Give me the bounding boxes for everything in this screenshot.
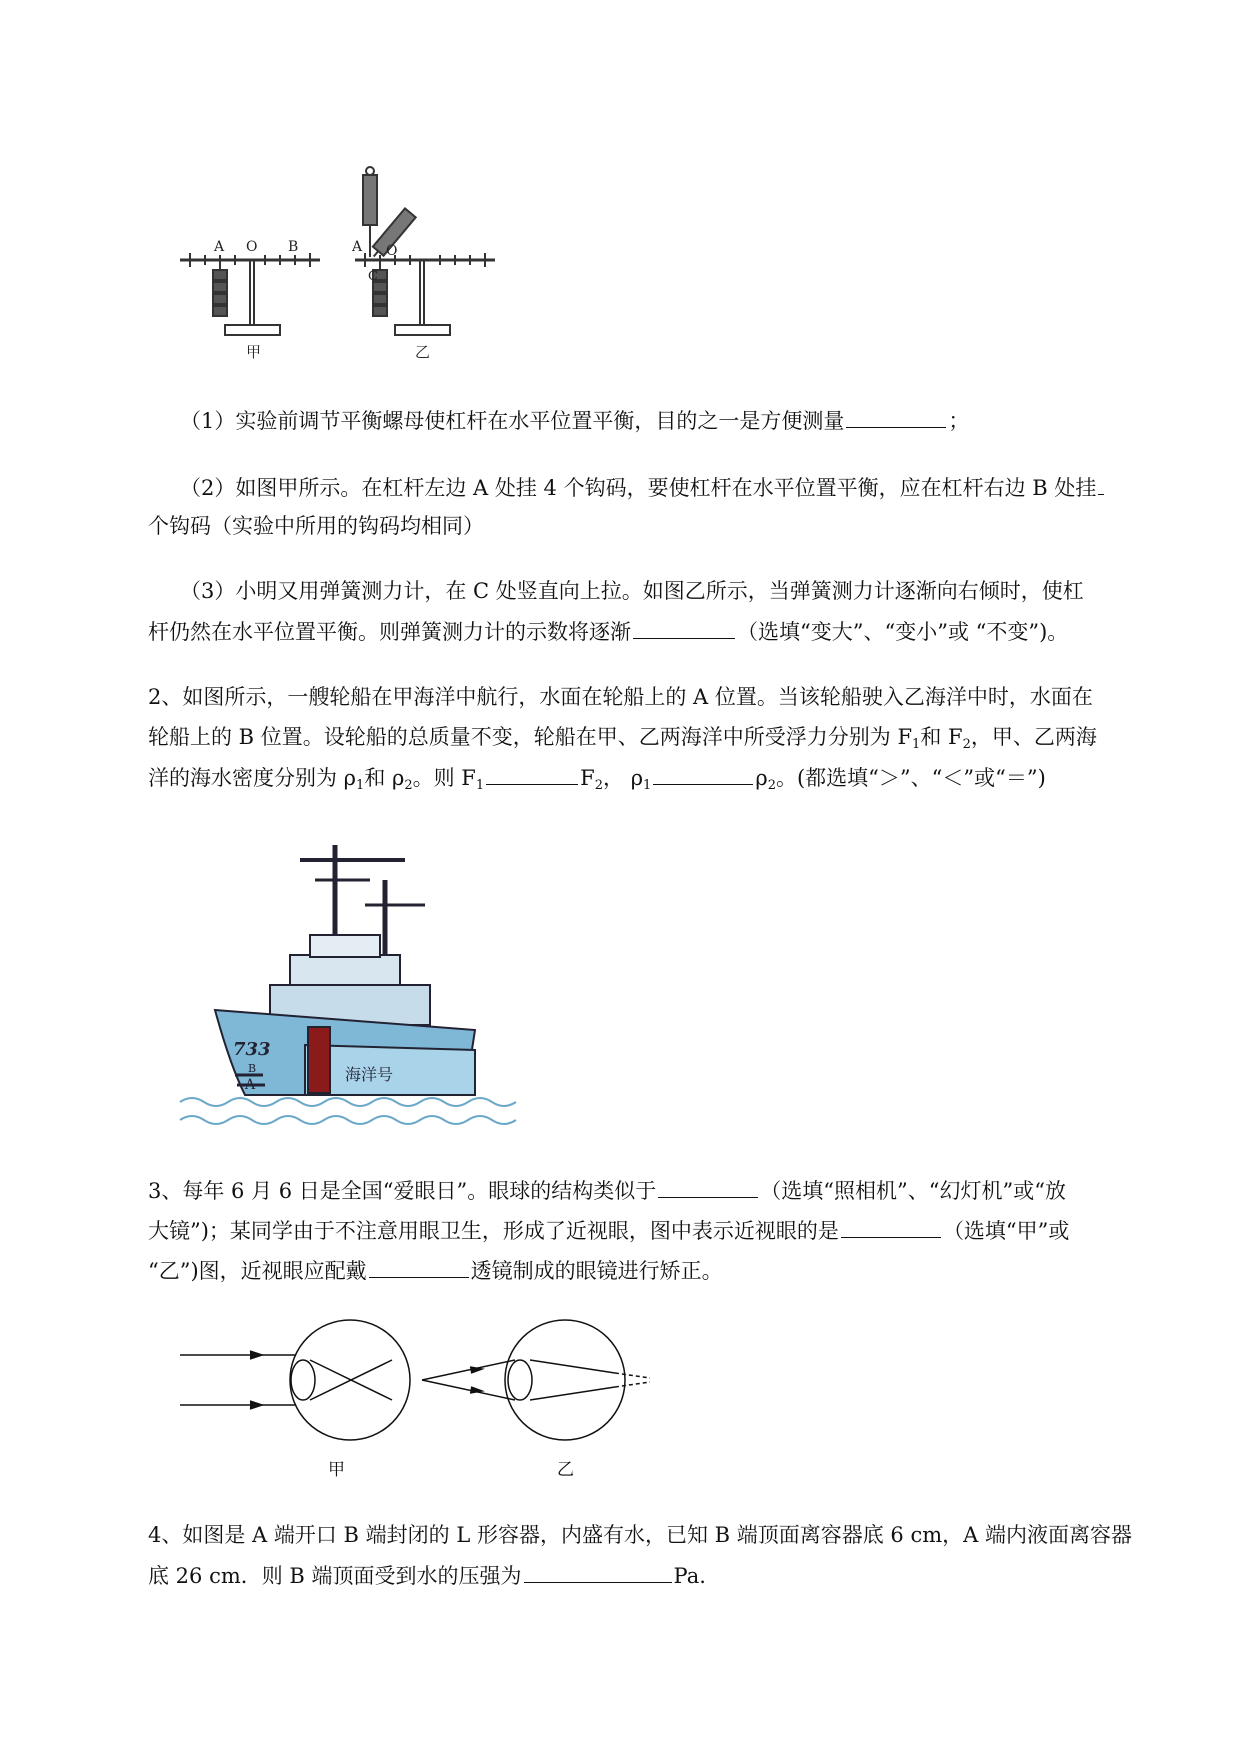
q1-part3-text-b1: 杆仍然在水平位置平衡。则弹簧测力计的示数将逐渐 [148, 620, 631, 644]
point-O2-label: O [386, 243, 398, 259]
q1-part1-end: ； [948, 409, 970, 433]
q4-text-2a: 底 26 cm．则 B 端顶面受到水的压强为 [148, 1564, 522, 1588]
subscript: 1 [912, 737, 921, 752]
point-A-label: A [214, 239, 225, 255]
lever-yi-label: 乙 [415, 343, 431, 361]
answer-blank[interactable] [653, 762, 753, 785]
q2-line3 [148, 762, 1046, 801]
q1-part1-text: （1）实验前调节平衡螺母使杠杆在水平位置平衡，目的之一是方便测量 [180, 409, 845, 433]
answer-blank[interactable] [846, 405, 946, 428]
q1-part2-line2 [148, 511, 484, 541]
answer-blank[interactable] [369, 1255, 469, 1278]
mark-A-label: A [245, 1077, 256, 1093]
q1-part3-line1 [180, 576, 1084, 606]
subscript: 2 [404, 778, 413, 793]
q4-line1 [148, 1520, 1132, 1550]
q3-text-1b: （选填“照相机”、“幻灯机”或“放 [760, 1179, 1066, 1203]
point-B-label: B [288, 239, 299, 255]
subscript: 2 [962, 737, 971, 752]
lever-jia [180, 253, 320, 335]
q2-text-3g: 。(都选填“＞”、“＜”或“＝”) [775, 766, 1046, 790]
subscript: 1 [475, 778, 485, 793]
q2-text-3d: F [580, 766, 595, 790]
q3-text-2a: 大镜”)；某同学由于不注意用眼卫生，形成了近视眼，图中表示近视眼的是 [148, 1219, 839, 1243]
point-O-label: O [246, 239, 258, 255]
answer-blank[interactable] [658, 1175, 758, 1198]
q3-text-3b: 透镜制成的眼镜进行矫正。 [470, 1259, 723, 1283]
q2-text-1: 2、如图所示，一艘轮船在甲海洋中航行，水面在轮船上的 A 位置。当该轮船驶入乙海洋中时，水面在 [148, 685, 1093, 709]
q1-part2-line1 [180, 472, 1106, 503]
q3-text-3a: “乙”)图，近视眼应配戴 [148, 1259, 367, 1283]
eye-jia-label: 甲 [328, 1460, 345, 1480]
q1-part2-text-b: 个钩码（实验中所用的钩码均相同） [148, 514, 484, 538]
q3-line1 [148, 1175, 1066, 1206]
q2-text-2-mid: 和 F [920, 725, 963, 749]
mark-B-label: B [248, 1062, 257, 1075]
point-A2-label: A [352, 239, 363, 255]
eye-diagram [170, 1315, 670, 1480]
subscript: 2 [767, 778, 776, 793]
q2-text-3a: 洋的海水密度分别为 ρ [148, 766, 357, 790]
answer-blank[interactable] [1098, 472, 1104, 495]
q1-part3-text-a: （3）小明又用弹簧测力计，在 C 处竖直向上拉。如图乙所示，当弹簧测力计逐渐向右倾时，使杠 [180, 579, 1084, 603]
q2-line2 [148, 722, 1097, 760]
q2-text-3e: ， ρ [603, 766, 644, 790]
subscript: 1 [643, 778, 652, 793]
q1-part2-text-a: （2）如图甲所示。在杠杆左边 A 处挂 4 个钩码，要使杠杆在水平位置平衡，应在杠杆右边 B 处挂 [180, 476, 1097, 500]
q2-text-3f: ρ [755, 766, 768, 790]
q2-text-2: 轮船上的 B 位置。设轮船的总质量不变，轮船在甲、乙两海洋中所受浮力分别为 F [148, 725, 913, 749]
answer-blank[interactable] [633, 616, 735, 639]
point-C-label: C [368, 269, 378, 284]
q2-text-2-end: ，甲、乙两海 [970, 725, 1097, 749]
q2-text-3b: 和 ρ [364, 766, 405, 790]
q3-line3 [148, 1255, 723, 1286]
q4-text-1: 4、如图是 A 端开口 B 端封闭的 L 形容器，内盛有水，已知 B 端顶面离容器底 6 cm，A 端内液面离容器 [148, 1523, 1132, 1547]
answer-blank[interactable] [486, 762, 578, 785]
q3-line2 [148, 1215, 1069, 1246]
lever-figure [170, 165, 520, 365]
q4-line2 [148, 1560, 706, 1591]
answer-blank[interactable] [841, 1215, 941, 1238]
lever-jia-label: 甲 [246, 343, 262, 361]
q1-part3-line2 [148, 616, 1068, 647]
ship-figure [175, 835, 535, 1135]
q1-part1 [180, 405, 969, 436]
subscript: 2 [594, 778, 604, 793]
ship-number-label: 733 [233, 1039, 271, 1060]
q2-text-3c: 。则 F [412, 766, 476, 790]
q4-text-2b: Pa. [673, 1564, 706, 1588]
eye-yi-label: 乙 [557, 1460, 574, 1480]
q1-part3-text-b2: （选填“变大”、“变小”或 “不变”)。 [737, 620, 1069, 644]
q2-line1 [148, 682, 1093, 712]
subscript: 1 [356, 778, 365, 793]
ship-name-label: 海洋号 [345, 1065, 394, 1084]
q3-text-2b: （选填“甲”或 [942, 1219, 1070, 1243]
answer-blank[interactable] [524, 1560, 672, 1583]
q3-text-1a: 3、每年 6 月 6 日是全国“爱眼日”。眼球的结构类似于 [148, 1179, 657, 1203]
lever-yi [355, 167, 495, 335]
